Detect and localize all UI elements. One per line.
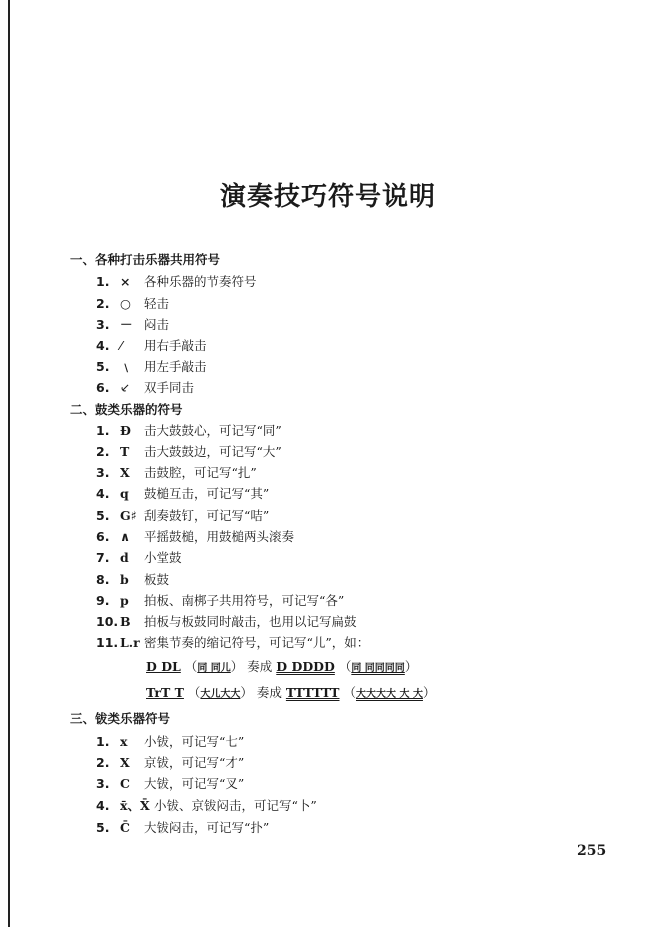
item-text: 各种乐器的节奏符号 <box>144 274 257 289</box>
notation-example-1: D DL （同 同儿） 奏成 D DDDD （同 同同同同） <box>146 659 418 674</box>
list-item <box>96 357 207 375</box>
item-text: 双手同击 <box>144 380 195 395</box>
section-heading-1: 一、各种打击乐器共用符号 <box>70 252 221 267</box>
page-edge-line <box>8 0 10 927</box>
item-symbol: q <box>120 486 129 501</box>
item-number: 7. <box>96 550 110 565</box>
notation-connector: 奏成 <box>247 659 273 674</box>
notation-pattern: TrT T <box>146 685 184 700</box>
page-title: 演奏技巧符号说明 <box>219 182 436 212</box>
item-text: 拍板与板鼓同时敲击，也用以记写扁鼓 <box>144 614 357 629</box>
item-number: 3. <box>96 465 110 480</box>
item-number: 6. <box>96 529 110 544</box>
circle-symbol: ○ <box>120 296 131 311</box>
item-number: 4. <box>96 338 110 353</box>
item-number: 1. <box>96 423 110 438</box>
item-symbol: d <box>120 550 129 565</box>
item-number: 1. <box>96 734 110 749</box>
item-symbol: X <box>120 465 130 480</box>
item-symbol: X <box>120 755 130 770</box>
item-number: 5. <box>96 820 110 835</box>
item-symbol: Đ <box>120 423 131 438</box>
right-slash-symbol: ⁄ <box>120 338 123 353</box>
item-symbol: ∧ <box>120 529 131 544</box>
item-number: 4. <box>96 486 110 501</box>
item-number: 2. <box>96 444 110 459</box>
item-text: 用左手敲击 <box>144 359 207 374</box>
list-item <box>96 818 269 836</box>
list-item <box>96 612 357 630</box>
item-text: 大钹闷击，可记写“扑” <box>144 820 270 835</box>
list-item <box>96 484 269 502</box>
item-number: 8. <box>96 572 110 587</box>
item-number: 1. <box>96 274 110 289</box>
notation-syllables: 大儿大大 <box>200 689 241 700</box>
item-text: 平摇鼓槌，用鼓槌两头滚奏 <box>144 529 295 544</box>
item-number: 2. <box>96 296 110 311</box>
item-symbol: G♯ <box>120 508 137 523</box>
double-slash-symbol: ⸔ <box>120 380 130 395</box>
item-text: 京钹，可记写“才” <box>144 755 245 770</box>
item-symbol: L.r <box>120 635 140 650</box>
notation-result: TTTTTT <box>285 685 340 700</box>
item-number: 9. <box>96 593 110 608</box>
list-item <box>96 421 282 439</box>
item-symbol: C̄ <box>120 820 130 835</box>
notation-syllables: 同 同儿 <box>197 663 231 674</box>
list-item <box>96 378 194 396</box>
notation-result-syllables: 大大大大 大 大 <box>355 689 423 700</box>
item-text: 闷击 <box>144 317 170 332</box>
left-slash-symbol: ﹨ <box>120 359 133 374</box>
section-heading-3: 三、钹类乐器符号 <box>70 711 171 726</box>
item-number: 2. <box>96 755 110 770</box>
item-symbol: B <box>120 614 131 629</box>
item-text: 轻击 <box>144 296 170 311</box>
list-item <box>96 336 207 354</box>
item-text: 密集节奏的缩记符号，可记写“儿”，如： <box>144 635 370 650</box>
item-number: 3. <box>96 776 110 791</box>
list-item <box>96 294 169 312</box>
list-item <box>96 774 244 792</box>
list-item <box>96 463 257 481</box>
list-item <box>96 506 269 524</box>
item-symbol: p <box>120 593 129 608</box>
item-number: 5. <box>96 508 110 523</box>
list-item <box>96 796 317 814</box>
section-heading-2: 二、鼓类乐器的符号 <box>70 402 183 417</box>
item-text: 板鼓 <box>144 572 170 587</box>
notation-result: D DDDD <box>276 659 335 674</box>
item-symbol: T <box>120 444 130 459</box>
cross-symbol: × <box>120 274 131 289</box>
item-text: 击鼓腔，可记写“扎” <box>144 465 257 480</box>
list-item <box>96 272 257 290</box>
list-item <box>96 570 169 588</box>
list-item <box>96 315 169 333</box>
dash-symbol: － <box>120 317 133 332</box>
page-number: 255 <box>577 843 607 859</box>
item-number: 6. <box>96 380 110 395</box>
item-text: 拍板、南梆子共用符号，可记写“各” <box>144 593 345 608</box>
notation-pattern: D DL <box>146 659 181 674</box>
item-symbol: C <box>120 776 130 791</box>
item-text: 小钹、京钹闷击，可记写“卜” <box>154 798 317 813</box>
list-item <box>96 753 244 771</box>
item-number: 3. <box>96 317 110 332</box>
item-symbol: x <box>120 734 128 749</box>
item-text: 刮奏鼓钉，可记写“咭” <box>144 508 270 523</box>
item-text: 鼓槌互击，可记写“其” <box>144 486 270 501</box>
list-item <box>96 633 369 651</box>
item-text: 小钹，可记写“七” <box>144 734 245 749</box>
item-text: 用右手敲击 <box>144 338 207 353</box>
list-item <box>96 732 244 750</box>
list-item <box>96 527 294 545</box>
item-text: 大钹，可记写“叉” <box>144 776 245 791</box>
item-symbol: x̄、X̄ <box>120 798 150 813</box>
item-number: 5. <box>96 359 110 374</box>
item-number: 11. <box>96 635 119 650</box>
notation-example-2: TrT T （大儿大大） 奏成 TTTTTT （大大大大 大 大） <box>146 685 436 700</box>
list-item <box>96 548 182 566</box>
notation-result-syllables: 同 同同同同 <box>351 663 405 674</box>
list-item <box>96 442 282 460</box>
item-text: 击大鼓鼓心，可记写“同” <box>144 423 282 438</box>
item-text: 小堂鼓 <box>144 550 182 565</box>
item-symbol: b <box>120 572 129 587</box>
notation-connector: 奏成 <box>256 685 282 700</box>
item-text: 击大鼓鼓边，可记写“大” <box>144 444 282 459</box>
item-number: 4. <box>96 798 110 813</box>
list-item <box>96 591 344 609</box>
item-number: 10. <box>96 614 119 629</box>
